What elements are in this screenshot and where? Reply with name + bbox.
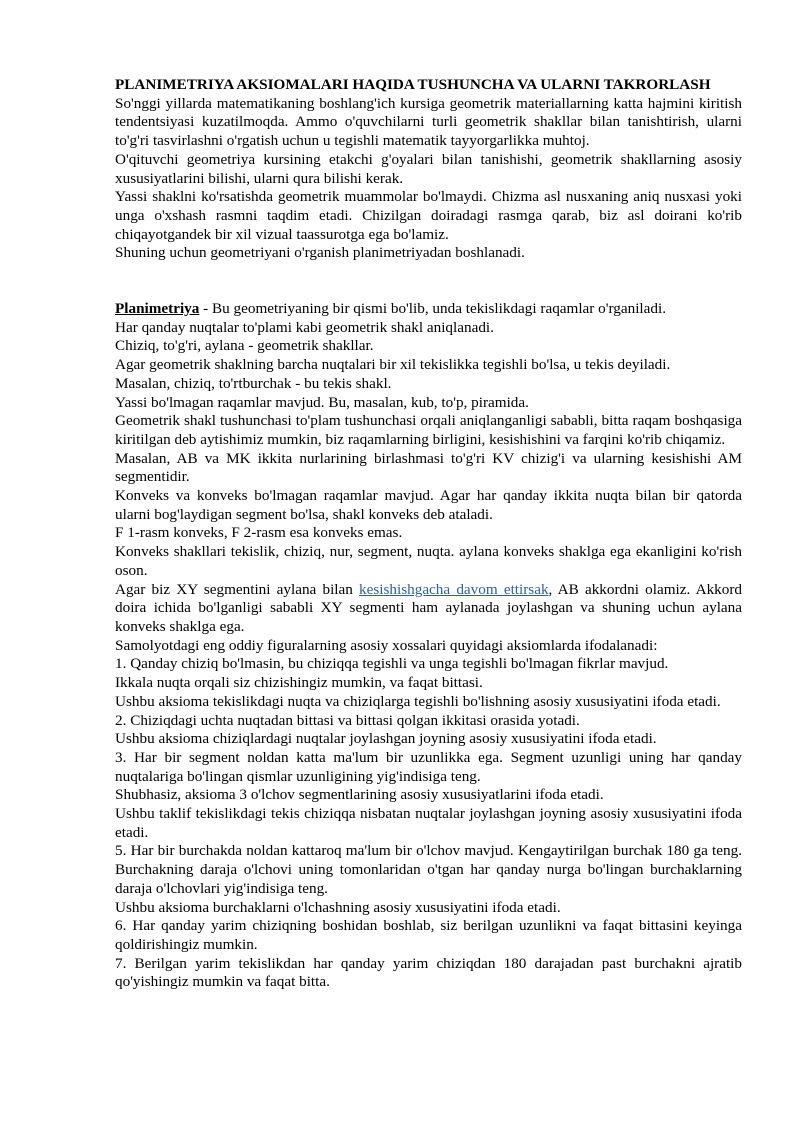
- section-spacer: [115, 263, 742, 300]
- document-title: PLANIMETRIYA AKSIOMALARI HAQIDA TUSHUNCHA VA ULARNI TAKRORLASH: [115, 76, 711, 93]
- link-paragraph-after: , AB akkordni olamiz. Akkord doira ichida bo'lganligi sababli XY segmenti ham aylanada joylashgan va shuning uchun aylana konveks shaklga ega.: [115, 580, 743, 635]
- body-paragraph: Ushbu aksioma chiziqlardagi nuqtalar joylashgan joyning asosiy xususiyatini ifoda etadi.: [115, 730, 657, 748]
- body-paragraph: Ushbu aksioma burchaklarni o'lchashning asosiy xususiyatini ifoda etadi.: [115, 898, 561, 916]
- body-paragraph: Samolyotdagi eng oddiy figuralarning asosiy xossalari quyidagi aksiomlarda ifodalanadi:: [115, 636, 658, 654]
- intro-paragraph: O'qituvchi geometriya kursining etakchi g'oyalari bilan tanishishi, geometrik shakllarning asosiy xususiyatlarini bilishi, ularni qura bilishi kerak.: [115, 150, 742, 187]
- body-paragraph: Shubhasiz, aksioma 3 o'lchov segmentlarining asosiy xususiyatlarini ifoda etadi.: [115, 786, 604, 804]
- intro-paragraph: Shuning uchun geometriyani o'rganish planimetriyadan boshlanadi.: [115, 244, 525, 262]
- body-paragraph: Geometrik shakl tushunchasi to'plam tushunchasi orqali aniqlanganligi sababli, bitta raqam boshqasiga kiritilgan deb aytishimiz mumkin, biz raqamlarning birligini, kesishishini va farqini ko'rib chiqamiz.: [115, 412, 742, 448]
- body-paragraph: Yassi bo'lmagan raqamlar mavjud. Bu, masalan, kub, to'p, piramida.: [115, 393, 529, 411]
- inline-link[interactable]: kesishishgacha davom ettirsak: [359, 580, 549, 598]
- link-paragraph-before: Agar biz XY segmentini aylana bilan: [115, 580, 360, 598]
- body-paragraph: F 1-rasm konveks, F 2-rasm esa konveks emas.: [115, 524, 403, 542]
- definition-term: Planimetriya: [115, 300, 200, 318]
- body-paragraph: Masalan, AB va MK ikkita nurlarining birlashmasi to'g'ri KV chizig'i va ularning kesishishi AM segmentidir.: [115, 449, 742, 486]
- axiom-paragraph: 3. Har bir segment noldan katta ma'lum bir uzunlikka ega. Segment uzunligi uning har qanday nuqtalariga bo'lingan qismlar uzunligining yig'indisiga teng.: [115, 748, 742, 785]
- body-paragraph: Agar geometrik shaklning barcha nuqtalari bir xil tekislikka tegishli bo'lsa, u tekis deyiladi.: [115, 356, 671, 374]
- body-paragraph: Har qanday nuqtalar to'plami kabi geometrik shakl aniqlanadi.: [115, 318, 494, 336]
- definition-text: - Bu geometriyaning bir qismi bo'lib, unda tekislikdagi raqamlar o'rganiladi.: [199, 300, 666, 318]
- body-paragraph: Ushbu taklif tekislikdagi tekis chiziqqa nisbatan nuqtalar joylashgan joyning asosiy xususiyatini ifoda etadi.: [115, 805, 742, 841]
- body-paragraph: Ushbu aksioma tekislikdagi nuqta va chiziqlarga tegishli bo'lishning asosiy xususiyatini ifoda etadi.: [115, 692, 721, 710]
- body-paragraph: Konveks shakllari tekislik, chiziq, nur, segment, nuqta. aylana konveks shaklga ega ekanligini ko'rish oson.: [115, 543, 742, 579]
- definition-paragraph: [115, 300, 742, 319]
- axiom-paragraph: 7. Berilgan yarim tekislikdan har qanday yarim chiziqdan 180 darajadan past burchakni ajratib qo'yishingiz mumkin va faqat bitta.: [115, 954, 742, 991]
- body-paragraph: Ikkala nuqta orqali siz chizishingiz mumkin, va faqat bittasi.: [115, 674, 483, 692]
- body-paragraph: Chiziq, to'g'ri, aylana - geometrik shakllar.: [115, 337, 374, 355]
- axiom-paragraph: 5. Har bir burchakda noldan kattaroq ma'lum bir o'lchov mavjud. Kengaytirilgan burchak 180 ga teng. Burchakning daraja o'lchovi uning tomonlaridan o'tgan har qanday nurga bo'lingan burchaklarning daraja o'lchovlari yig'indisiga teng.: [115, 842, 742, 897]
- document-page: [115, 76, 742, 992]
- body-paragraph: Konveks va konveks bo'lmagan raqamlar mavjud. Agar har qanday ikkita nuqta bilan bir qatorda ularni bog'laydigan segment bo'lsa, shakl konveks deb ataladi.: [115, 487, 742, 523]
- axiom-paragraph: 6. Har qanday yarim chiziqning boshidan boshlab, siz berilgan uzunlikni va faqat bittasini keyinga qoldirishingiz mumkin.: [115, 917, 742, 953]
- link-paragraph: [115, 581, 742, 637]
- body-paragraph: Masalan, chiziq, to'rtburchak - bu tekis shakl.: [115, 374, 392, 392]
- intro-paragraph: Yassi shaklni ko'rsatishda geometrik muammolar bo'lmaydi. Chizma asl nusxaning aniq nusxasi yoki unga o'xshash rasmni taqdim etadi. Chizilgan doiradagi rasmga qarab, biz asl doirani ko'rib chiqayotgandek bir xil vizual taassurotga ega bo'lamiz.: [115, 188, 742, 243]
- axiom-paragraph: 1. Qanday chiziq bo'lmasin, bu chiziqqa tegishli va unga tegishli bo'lmagan fikrlar mavjud.: [115, 655, 669, 673]
- intro-paragraph: So'nggi yillarda matematikaning boshlang'ich kursiga geometrik materiallarning katta hajmini kiritish tendentsiyasi kuzatilmoqda. Ammo o'quvchilarni turli geometrik shakllar bilan tanishtirish, ularni to'g'ri tasvirlashni o'rgatish uchun u tegishli matematik tayyorgarlikka muhtoj.: [115, 94, 742, 150]
- axiom-paragraph: 2. Chiziqdagi uchta nuqtadan bittasi va bittasi qolgan ikkitasi orasida yotadi.: [115, 711, 580, 729]
